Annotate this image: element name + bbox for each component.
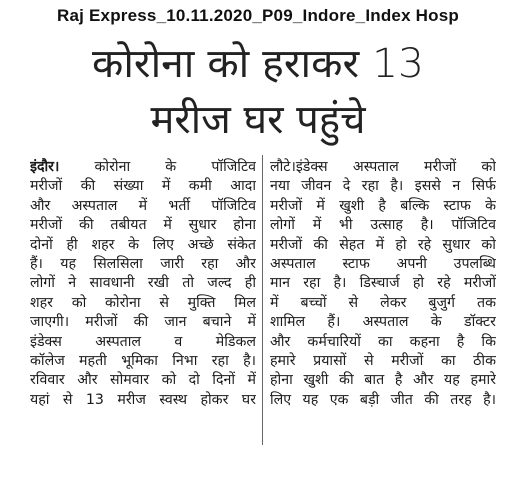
body-line: मान रहा है। डिस्चार्ज हो रहे मरीजों bbox=[270, 275, 496, 292]
body-line: मरीजों की संख्या में कमी आदा bbox=[30, 178, 256, 195]
body-line: इंडेक्स अस्पताल व मेडिकल bbox=[30, 333, 256, 350]
body-line: रविवार और सोमवार को दो दिनों में bbox=[30, 372, 256, 389]
body-line: हैं। यह सिलसिला जारी रहा और bbox=[30, 255, 256, 272]
body-line: लिए यह एक बड़ी जीत की तरह है। bbox=[270, 391, 496, 408]
body-line: जाएगी। मरीजों की जान बचाने में bbox=[30, 314, 256, 331]
column-divider bbox=[262, 155, 263, 445]
clipping-source-label: Raj Express_10.11.2020_P09_Indore_Index Hosp bbox=[57, 6, 459, 25]
body-line: लौटे।इंडेक्स अस्पताल मरीजों को bbox=[270, 159, 496, 175]
body-line: कॉलेज महती भूमिका निभा रहा है। bbox=[30, 352, 256, 369]
article-column-right bbox=[270, 158, 496, 410]
body-line: मरीजों की सेहत में हो रहे सुधार को bbox=[270, 236, 496, 253]
body-line: और अस्पताल में भर्ती पॉजिटिव bbox=[30, 197, 256, 214]
headline-line-2: मरीज घर पहुंचे bbox=[150, 97, 366, 143]
body-line: दोनों ही शहर के लिए अच्छे संकेत bbox=[30, 236, 256, 253]
body-line: और कर्मचारियों का कहना है कि bbox=[270, 333, 496, 350]
body-line: नया जीवन दे रहा है। इससे न सिर्फ bbox=[270, 178, 496, 195]
body-line-first bbox=[30, 158, 256, 177]
body-line: अस्पताल स्टाफ अपनी उपलब्धि bbox=[270, 255, 496, 272]
body-line: शहर को कोरोना से मुक्ति मिल bbox=[30, 294, 256, 311]
article-column-left bbox=[30, 158, 256, 410]
body-line: होना खुशी की बात है और यह हमारे bbox=[270, 372, 496, 389]
body-line: लोगों ने सावधानी रखी तो जल्द ही bbox=[30, 275, 256, 292]
body-line: शामिल हैं। अस्पताल के डॉक्टर bbox=[270, 314, 496, 331]
body-line: हमारे प्रयासों से मरीजों का ठीक bbox=[270, 352, 496, 369]
headline-line-1: कोरोना को हराकर 13 bbox=[91, 41, 425, 87]
dateline: इंदौर। bbox=[30, 159, 60, 175]
body-line: मरीजों में खुशी है बल्कि स्टाफ के bbox=[270, 197, 496, 214]
body-line: में बच्चों से लेकर बुजुर्ग तक bbox=[270, 294, 496, 311]
body-line: मरीजों की तबीयत में सुधार होना bbox=[30, 217, 256, 234]
body-line: यहां से 13 मरीज स्वस्थ होकर घर bbox=[30, 391, 256, 408]
body-line: लोगों में भी उत्साह है। पॉजिटिव bbox=[270, 217, 496, 234]
body-line: कोरोना के पॉजिटिव bbox=[94, 159, 256, 175]
